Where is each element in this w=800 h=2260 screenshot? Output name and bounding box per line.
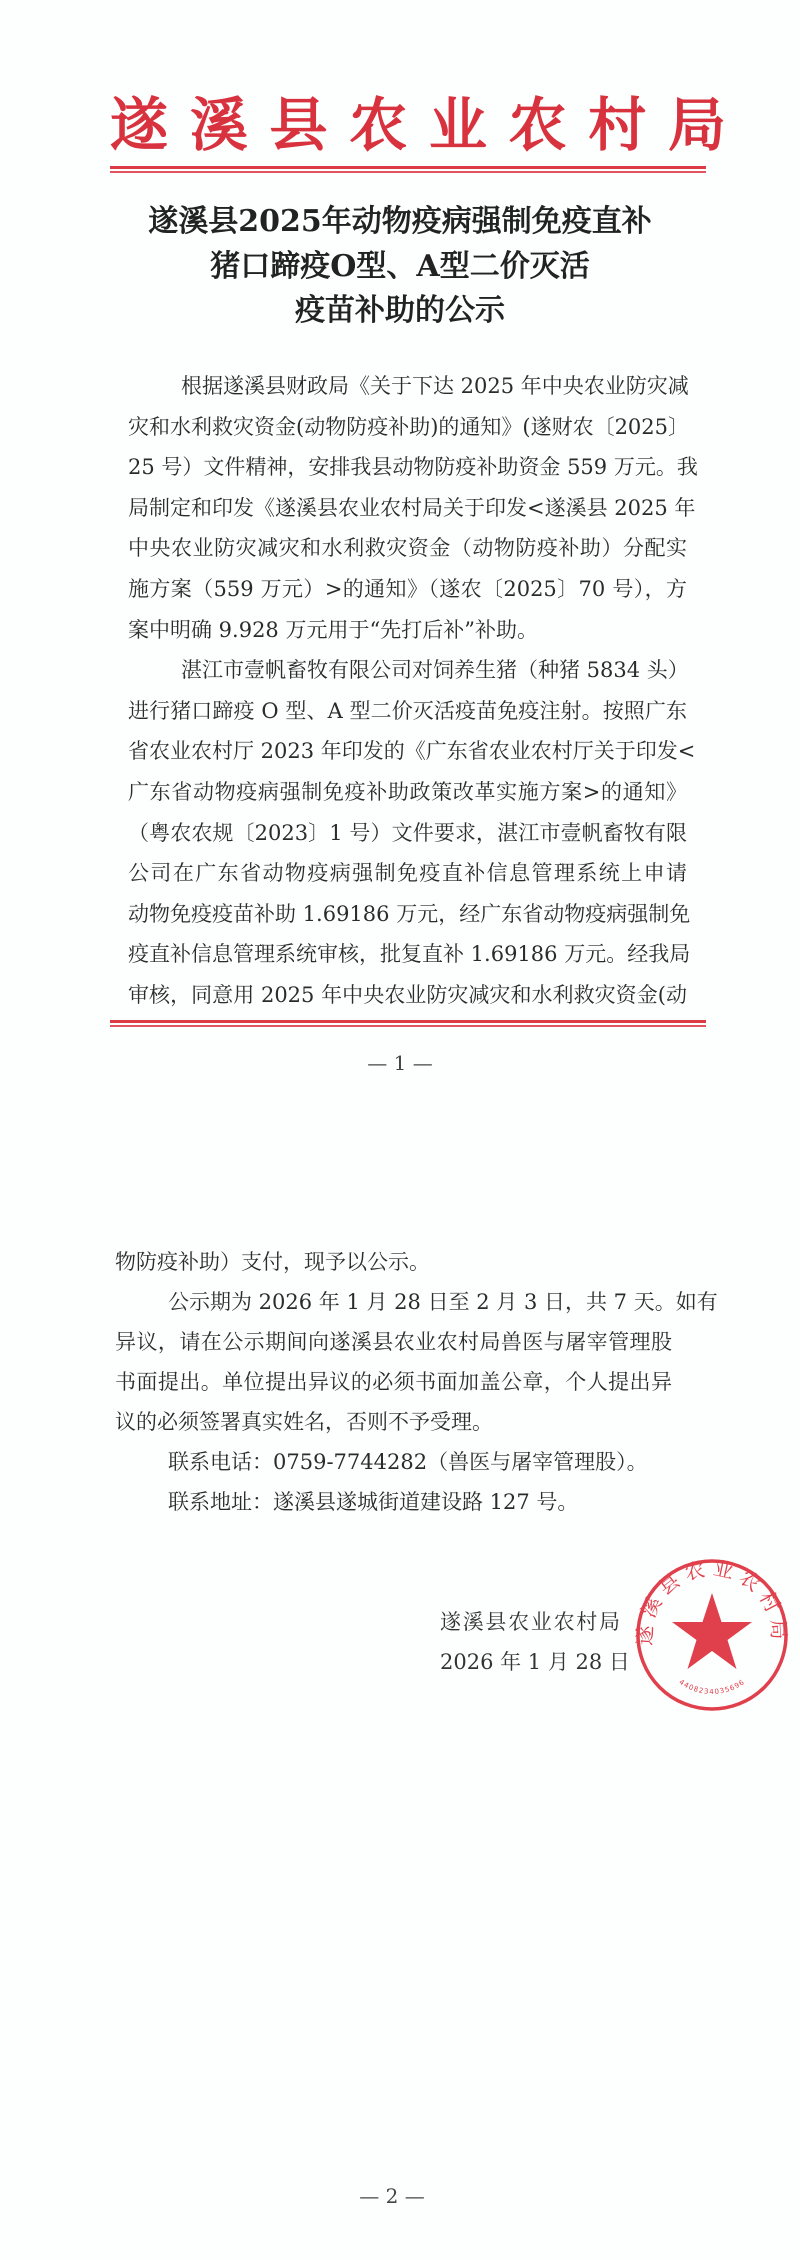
seal-code: 4408234035696 (677, 1678, 747, 1696)
body-line: 湛江市壹帆畜牧有限公司对饲养生猪（种猪 5834 头） (181, 658, 689, 683)
title-line-3: 疫苗补助的公示 (295, 293, 505, 328)
body-line: 灾和水利救灾资金(动物防疫补助)的通知》(遂财农〔2025〕 (128, 414, 690, 439)
masthead-divider (110, 166, 706, 174)
seal-star-icon (672, 1593, 752, 1669)
body-line: 书面提出。单位提出异议的必须书面加盖公章，个人提出异 (115, 1370, 672, 1394)
signature-date: 2026 年 1 月 28 日 (440, 1650, 630, 1674)
seal-text: 遂溪县农业农村局 (632, 1555, 792, 1646)
body-line: 局制定和印发《遂溪县农业农村局关于印发<遂溪县 2025 年 (128, 495, 696, 520)
body-line: 施方案（559 万元）>的通知》（遂农〔2025〕70 号），方 (128, 576, 687, 601)
body-line: 疫直补信息管理系统审核，批复直补 1.69186 万元。经我局 (128, 942, 691, 967)
organization-masthead: 遂溪县农业农村局 (110, 91, 730, 159)
page1-body (128, 366, 698, 1016)
body-line: 物防疫补助）支付，现予以公示。 (115, 1250, 430, 1274)
signature-organization: 遂溪县农业农村局 (440, 1610, 620, 1634)
body-line: 广东省动物疫病强制免疫补助政策改革实施方案>的通知》 (128, 779, 687, 804)
body-line: 进行猪口蹄疫 O 型、A 型二价灭活疫苗免疫注射。按照广东 (128, 698, 687, 723)
title-line-2: 猪口蹄疫O型、A型二价灭活 (210, 248, 590, 284)
body-line: 根据遂溪县财政局《关于下达 2025 年中央农业防灾减 (181, 374, 689, 398)
contact-address: 联系地址：遂溪县遂城街道建设路 127 号。 (168, 1490, 579, 1514)
body-line: 公示期为 2026 年 1 月 28 日至 2 月 3 日，共 7 天。如有 (168, 1290, 718, 1314)
body-line: 异议，请在公示期间向遂溪县农业农村局兽医与屠宰管理股 (115, 1330, 672, 1354)
body-line: （粤农农规〔2023〕1 号）文件要求，湛江市壹帆畜牧有限 (128, 820, 687, 845)
body-line: 省农业农村厅 2023 年印发的《广东省农业农村厅关于印发< (128, 739, 696, 764)
page2-body (115, 1242, 718, 1522)
page-number-1: — 1 — (367, 1051, 433, 1075)
page-number-2: — 2 — (359, 2184, 425, 2208)
body-line: 公司在广东省动物疫病强制免疫直补信息管理系统上申请 (128, 861, 687, 886)
body-line: 审核，同意用 2025 年中央农业防灾减灾和水利救灾资金(动 (128, 982, 687, 1007)
footer-divider (110, 1020, 706, 1028)
document-title (100, 200, 700, 334)
body-line: 动物免疫疫苗补助 1.69186 万元，经广东省动物疫病强制免 (128, 901, 691, 926)
body-line: 案中明确 9.928 万元用于“先打后补”补助。 (128, 617, 538, 642)
contact-phone: 联系电话：0759-7744282（兽医与屠宰管理股）。 (168, 1450, 648, 1474)
body-line: 中央农业防灾减灾和水利救灾资金（动物防疫补助）分配实 (128, 536, 687, 561)
title-line-1: 遂溪县2025年动物疫病强制免疫直补 (148, 204, 652, 239)
body-line: 议的必须签署真实姓名，否则不予受理。 (115, 1410, 493, 1434)
body-line: 25 号）文件精神，安排我县动物防疫补助资金 559 万元。我 (128, 455, 698, 480)
official-seal (632, 1555, 792, 1715)
